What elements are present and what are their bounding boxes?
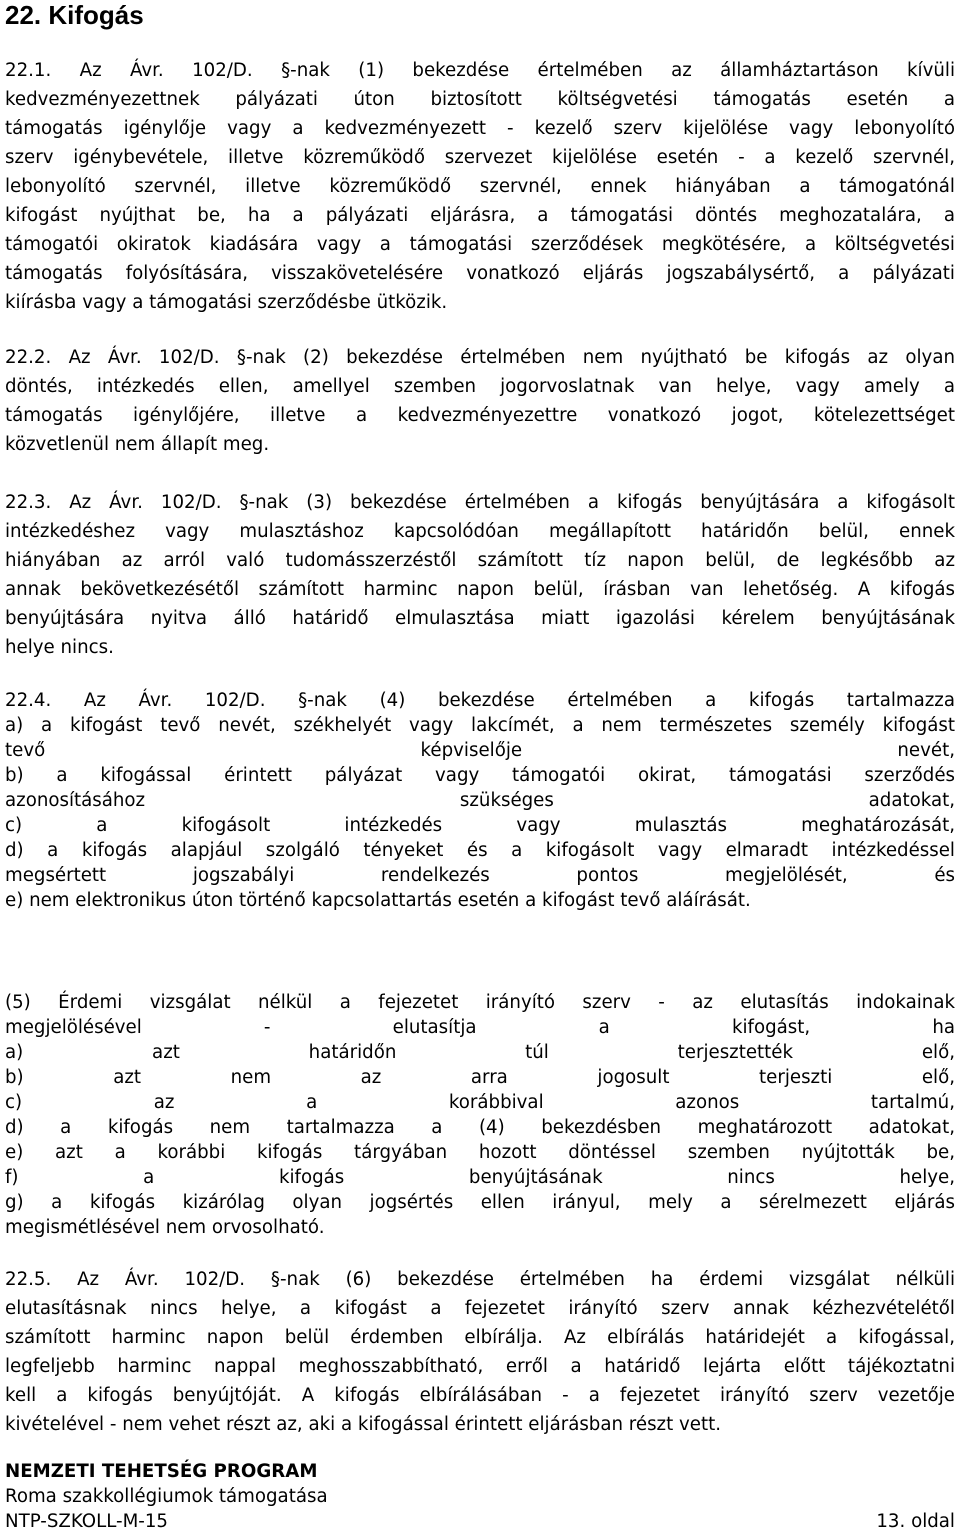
text-line: 22.4. Az Ávr. 102/D. §-nak (4) bekezdése értelmében a kifogás tartalmazza	[5, 690, 955, 711]
text-line: közvetlenül nem állapít meg.	[5, 434, 270, 455]
text-line: elutasításnak nincs helye, a kifogást a fejezetet irányító szerv annak kézhezvételétől	[5, 1298, 955, 1319]
text-line: annak bekövetkezésétől számított harminc napon belül, írásban van lehetőség. A kifogás	[5, 579, 955, 600]
text-line: kiírásba vagy a támogatási szerződésbe ütközik.	[5, 292, 448, 313]
section-heading: 22. Kifogás	[5, 0, 144, 30]
text-line: szerv igénybevétele, illetve közreműködő szervezet kijelölése esetén - a kezelő szervnél,	[5, 147, 955, 168]
text-line: számított harminc napon belül érdemben elbírálja. Az elbírálás határidejét a kifogással,	[5, 1327, 955, 1348]
text-line: megsértett jogszabályi rendelkezés pontos megjelölését, és	[5, 865, 955, 886]
text-line: (5) Érdemi vizsgálat nélkül a fejezetet irányító szerv - az elutasítás indokainak	[5, 992, 955, 1013]
page-footer	[5, 1459, 955, 1534]
page-number: 13. oldal	[876, 1511, 955, 1532]
text-line: c) az a korábbival azonos tartalmú,	[5, 1092, 955, 1113]
paragraph-5-rejection	[5, 990, 955, 1240]
paragraph-22-5	[5, 1265, 955, 1439]
text-line: tevő képviselője nevét,	[5, 740, 955, 761]
text-line: e) nem elektronikus úton történő kapcsolattartás esetén a kifogást tevő aláírását.	[5, 890, 751, 911]
text-line: legfeljebb harminc nappal meghosszabbítható, erről a határidő lejárta előtt tájékoztatni	[5, 1356, 955, 1377]
text-line: hiányában az arról való tudomásszerzéstől számított tíz napon belül, de legkésőbb az	[5, 550, 955, 571]
text-line: a) a kifogást tevő nevét, székhelyét vagy lakcímét, a nem természetes személy kifogást	[5, 715, 955, 736]
text-line: kifogást nyújthat be, ha a pályázati eljárásra, a támogatási döntés meghozatalára, a	[5, 205, 955, 226]
paragraph-22-1	[5, 56, 955, 317]
text-line: intézkedéshez vagy mulasztáshoz kapcsolódóan megállapított határidőn belül, ennek	[5, 521, 955, 542]
footer-program: NEMZETI TEHETSÉG PROGRAM	[5, 1461, 318, 1482]
text-line: b) azt nem az arra jogosult terjeszti elő,	[5, 1067, 955, 1088]
text-line: b) a kifogással érintett pályázat vagy támogatói okirat, támogatási szerződés	[5, 765, 955, 786]
text-line: támogatás folyósítására, visszakövetelésére vonatkozó eljárás jogszabálysértő, a pályázati	[5, 263, 955, 284]
text-line: kell a kifogás benyújtóját. A kifogás elbírálásában - a fejezetet irányító szerv vezetője	[5, 1385, 955, 1406]
paragraph-22-4	[5, 688, 955, 913]
text-line: kedvezményezettnek pályázati úton biztosított költségvetési támogatás esetén a	[5, 89, 955, 110]
text-line: e) azt a korábbi kifogás tárgyában hozott döntéssel szemben nyújtották be,	[5, 1142, 955, 1163]
text-line: lebonyolító szervnél, illetve közreműködő szervnél, ennek hiányában a támogatónál	[5, 176, 955, 197]
footer-code: NTP-SZKOLL-M-15	[5, 1511, 169, 1532]
footer-subtitle: Roma szakkollégiumok támogatása	[5, 1486, 328, 1507]
text-line: támogatás igénylője vagy a kedvezményezett - kezelő szerv kijelölése vagy lebonyolító	[5, 118, 955, 139]
text-line: 22.1. Az Ávr. 102/D. §-nak (1) bekezdése értelmében az államháztartáson kívüli	[5, 60, 955, 81]
text-line: f) a kifogás benyújtásának nincs helye,	[5, 1167, 955, 1188]
text-line: kivételével - nem vehet részt az, aki a kifogással érintett eljárásban részt vett.	[5, 1414, 722, 1435]
paragraph-22-2	[5, 343, 955, 459]
text-line: 22.5. Az Ávr. 102/D. §-nak (6) bekezdése értelmében ha érdemi vizsgálat nélküli	[5, 1269, 955, 1290]
text-line: helye nincs.	[5, 637, 114, 658]
text-line: azonosításához szükséges adatokat,	[5, 790, 955, 811]
text-line: megismétlésével nem orvosolható.	[5, 1217, 325, 1238]
text-line: támogatói okiratok kiadására vagy a támogatási szerződések megkötésére, a költségvetési	[5, 234, 955, 255]
text-line: d) a kifogás nem tartalmazza a (4) bekezdésben meghatározott adatokat,	[5, 1117, 955, 1138]
footer-row	[5, 1509, 955, 1534]
text-line: 22.3. Az Ávr. 102/D. §-nak (3) bekezdése értelmében a kifogás benyújtására a kifogásolt	[5, 492, 955, 513]
text-line: a) azt határidőn túl terjesztették elő,	[5, 1042, 955, 1063]
text-line: 22.2. Az Ávr. 102/D. §-nak (2) bekezdése értelmében nem nyújtható be kifogás az olyan	[5, 347, 955, 368]
text-line: támogatás igénylőjére, illetve a kedvezményezettre vonatkozó jogot, kötelezettséget	[5, 405, 955, 426]
text-line: megjelölésével - elutasítja a kifogást, ha	[5, 1017, 955, 1038]
paragraph-22-3	[5, 488, 955, 662]
text-line: g) a kifogás kizárólag olyan jogsértés ellen irányul, mely a sérelmezett eljárás	[5, 1192, 955, 1213]
text-line: döntés, intézkedés ellen, amellyel szemben jogorvoslatnak van helye, vagy amely a	[5, 376, 955, 397]
text-line: benyújtására nyitva álló határidő elmulasztása miatt igazolási kérelem benyújtásának	[5, 608, 955, 629]
text-line: d) a kifogás alapjául szolgáló tényeket és a kifogásolt vagy elmaradt intézkedéssel	[5, 840, 955, 861]
text-line: c) a kifogásolt intézkedés vagy mulasztás meghatározását,	[5, 815, 955, 836]
